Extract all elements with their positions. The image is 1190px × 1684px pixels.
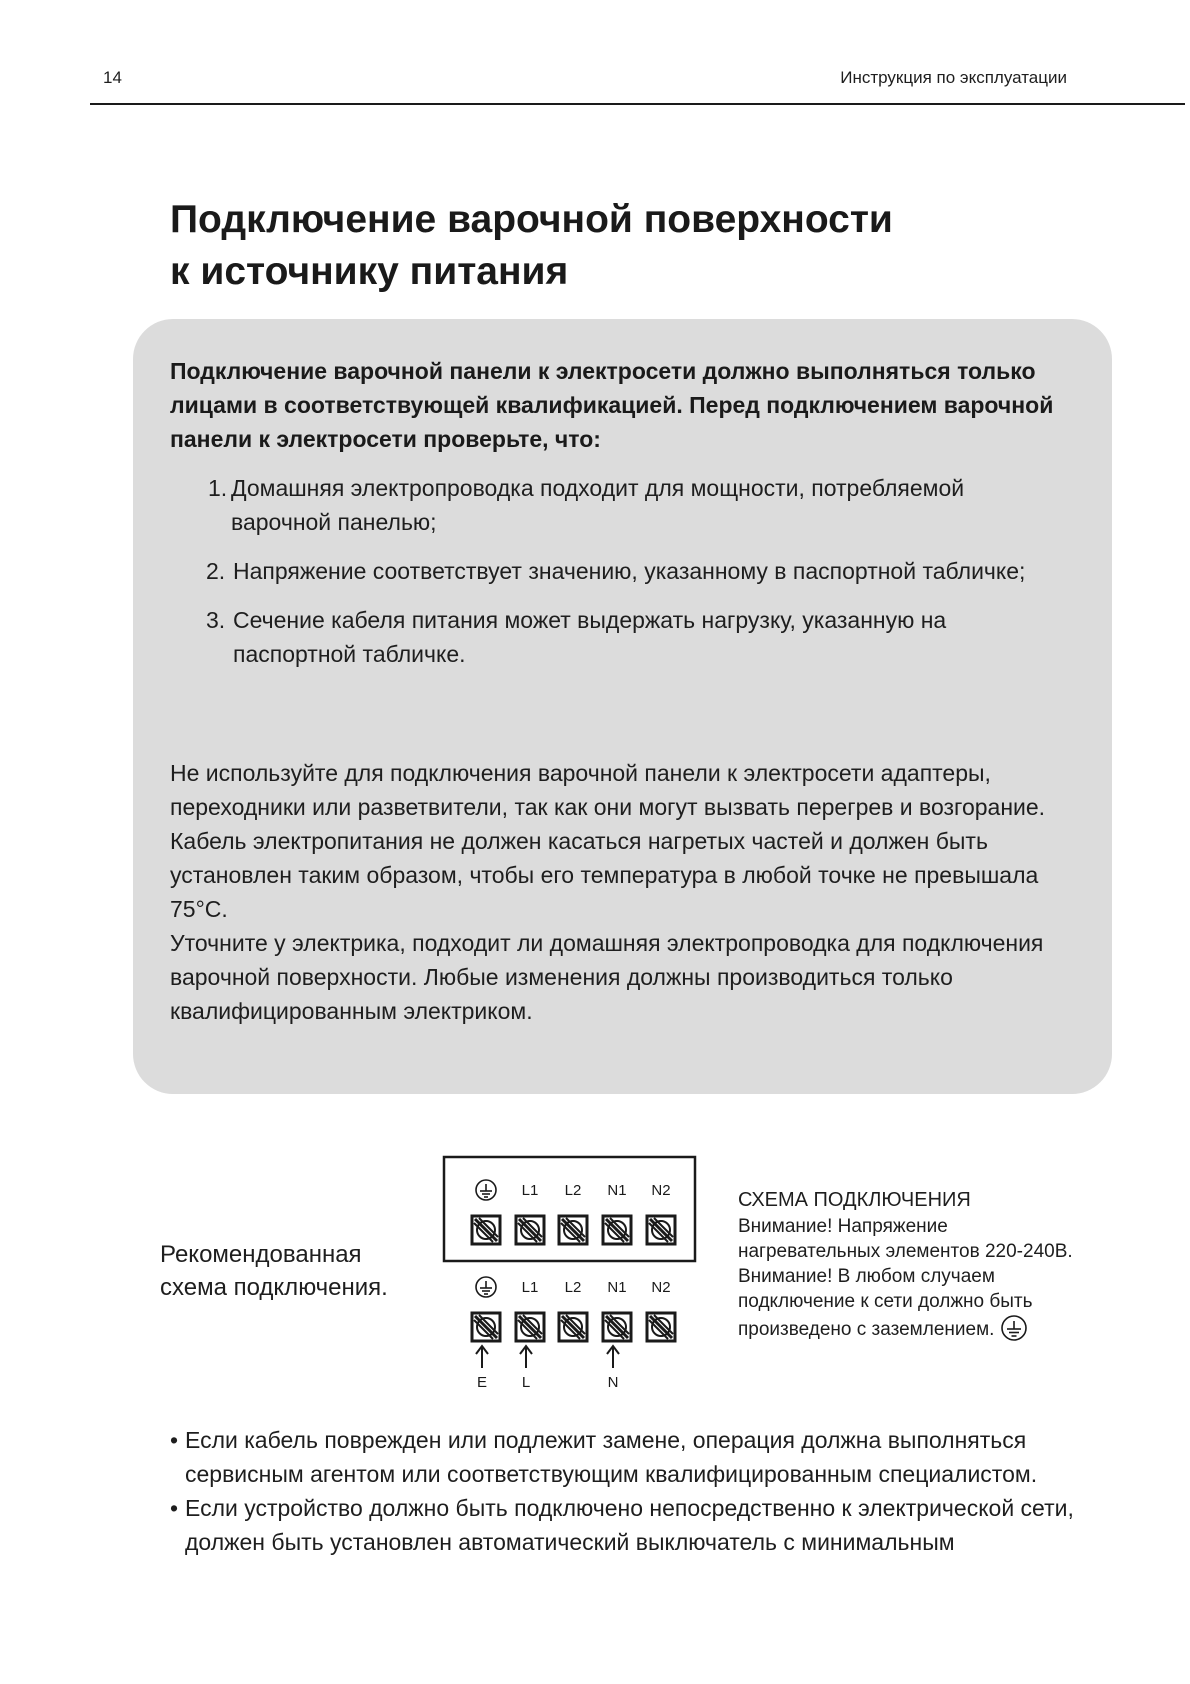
terminal-label-n1: N1 [607,1182,627,1199]
terminal-label-l1: L1 [521,1279,539,1296]
ground-icon [476,1180,496,1200]
arrow-up-icon [520,1346,532,1368]
checklist-item [170,603,1070,671]
scheme-caption [160,1238,420,1304]
checklist-text: Напряжение соответствует значению, указанному в паспортной табличке; [233,558,1026,584]
terminal-diagram [440,1150,700,1390]
page-number: 14 [103,68,122,87]
notice-paragraph: Не используйте для подключения варочной панели к электросети адаптеры, переходники или разветвители, так как они могут вызвать перегрев и возгорание. [170,760,1046,820]
arrow-up-icon [476,1346,488,1368]
checklist-text: Домашняя электропроводка подходит для мощности, потребляемой варочной панелью; [231,475,965,535]
scheme-notes-line: подключение к сети должно быть [738,1291,1033,1312]
terminal-label-l1: L1 [521,1182,539,1199]
checklist-number: 2. [206,558,226,584]
terminal-label-n2: N2 [651,1279,671,1296]
terminal-screw-icon [472,1216,500,1244]
scheme-notes-line: нагревательных элементов 220-240В. [738,1241,1073,1262]
section-title-line-1: Подключение варочной поверхности [170,198,893,241]
bullet-item: • Если устройство должно быть подключено непосредственно к электрической сети, должен быть установлен автоматический выключатель с минимальным [170,1491,1100,1559]
terminal-screw-icon [472,1313,500,1341]
scheme-caption-line-1: Рекомендованная [160,1241,362,1268]
arrow-up-icon [607,1346,619,1368]
wire-label-e: E [476,1374,488,1390]
terminal-screw-icon [647,1313,675,1341]
notice-paragraph: Кабель электропитания не должен касаться нагретых частей и должен быть установлен таким образом, чтобы его температура в любой точке не превышала 75°С. [170,828,1039,922]
scheme-notes [738,1188,1138,1342]
terminal-label-l2: L2 [564,1182,582,1199]
checklist-item [170,554,1070,588]
notice-intro: Подключение варочной панели к электросети должно выполняться только лицами в соответствующей квалификацией. Перед подключением варочной панели к электросети проверьте, что: [170,358,1054,452]
terminal-label-n1: N1 [607,1279,627,1296]
scheme-notes-line [738,1314,1138,1342]
notice-paragraph: Уточните у электрика, подходит ли домашняя электропроводка для подключения варочной поверхности. Любые изменения должны производиться только квалифицированным электриком. [170,930,1044,1024]
terminal-label-l2: L2 [564,1279,582,1296]
bullet-item: • Если кабель поврежден или подлежит замене, операция должна выполняться сервисным агентом или соответствующим квалифицированным специалистом. [170,1423,1100,1491]
section-title-line-2: к источнику питания [170,250,569,293]
bullet-list [170,1423,1100,1559]
wire-label-n: N [607,1374,619,1390]
checklist-item [170,471,1070,539]
scheme-notes-heading: СХЕМА ПОДКЛЮЧЕНИЯ [738,1189,971,1211]
wire-label-l: L [521,1374,531,1390]
ground-icon [476,1277,496,1297]
notice-text [170,756,1100,1028]
terminal-screw-icon [516,1313,544,1341]
terminal-label-n2: N2 [651,1182,671,1199]
scheme-caption-line-2: схема подключения. [160,1274,388,1301]
checklist-number: 3. [206,607,226,633]
section-title [170,194,893,298]
terminal-screw-icon [603,1216,631,1244]
checklist [170,471,1070,686]
terminal-screw-icon [516,1216,544,1244]
checklist-number: 1. [208,475,228,501]
ground-icon [1000,1314,1028,1342]
terminal-screw-icon [603,1313,631,1341]
scheme-notes-line: Внимание! В любом случаем [738,1266,995,1287]
header-rule [90,103,1185,105]
terminal-screw-icon [647,1216,675,1244]
checklist-text: Сечение кабеля питания может выдержать нагрузку, указанную на паспортной табличке. [233,607,947,667]
scheme-notes-last-text: произведено с заземлением. [738,1319,995,1340]
terminal-screw-icon [559,1216,587,1244]
scheme-notes-line: Внимание! Напряжение [738,1216,948,1237]
terminal-screw-icon [559,1313,587,1341]
running-header: Инструкция по эксплуатации [840,68,1067,87]
